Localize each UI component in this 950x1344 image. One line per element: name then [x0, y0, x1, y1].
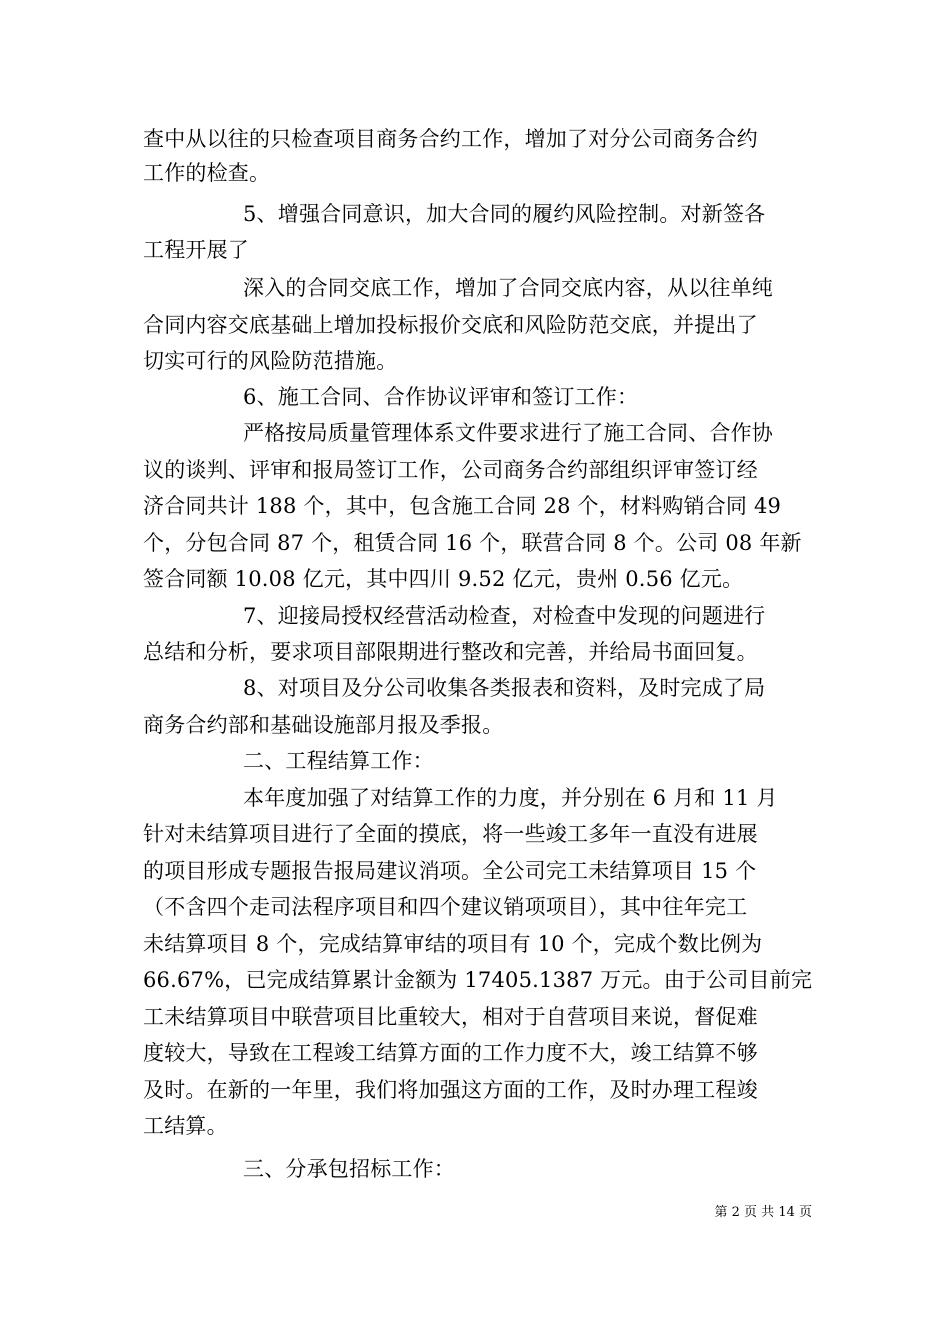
text-line: 商务合约部和基础设施部月报及季报。 — [143, 713, 504, 737]
text-line: 5、增强合同意识，加大合同的履约风险控制。对新签各 — [243, 202, 766, 226]
text-line: 议的谈判、评审和报局签订工作，公司商务合约部组织评审签订经 — [143, 458, 758, 482]
text-line: 查中从以往的只检查项目商务合约工作，增加了对分公司商务合约 — [143, 127, 758, 151]
section-heading: 三、分承包招标工作： — [243, 1157, 455, 1181]
text-line: 6、施工合同、合作协议评审和签订工作： — [243, 385, 639, 409]
text-line: 7、迎接局授权经营活动检查，对检查中发现的问题进行 — [243, 604, 766, 628]
text-line: 工作的检查。 — [143, 161, 271, 185]
text-line: 切实可行的风险防范措施。 — [143, 349, 398, 373]
text-line: 深入的合同交底工作，增加了合同交底内容，从以往单纯 — [243, 276, 773, 300]
text-line: 总结和分析，要求项目部限期进行整改和完善，并给局书面回复。 — [143, 640, 758, 664]
text-line: 工未结算项目中联营项目比重较大，相对于自营项目来说，督促难 — [143, 1005, 758, 1029]
section-heading: 二、工程结算工作： — [243, 749, 434, 773]
text-line: 未结算项目 8 个，完成结算审结的项目有 10 个，完成个数比例为 — [143, 932, 763, 956]
text-line: 济合同共计 188 个，其中，包含施工合同 28 个，材料购销合同 49 — [143, 494, 782, 518]
text-line: （不含四个走司法程序项目和四个建议销项项目），其中往年完工 — [143, 895, 748, 919]
page-number: 第 2 页 共 14 页 — [714, 1205, 812, 1220]
text-line: 及时。在新的一年里，我们将加强这方面的工作，及时办理工程竣 — [143, 1078, 758, 1102]
text-line: 的项目形成专题报告报局建议消项。全公司完工未结算项目 15 个 — [143, 859, 757, 883]
text-line: 度较大，导致在工程竣工结算方面的工作力度不大，竣工结算不够 — [143, 1041, 758, 1065]
text-line: 8、对项目及分公司收集各类报表和资料，及时完成了局 — [243, 676, 766, 700]
text-line: 工程开展了 — [143, 238, 249, 262]
text-line: 个，分包合同 87 个，租赁合同 16 个，联营合同 8 个。公司 08 年新 — [143, 531, 802, 555]
text-line: 合同内容交底基础上增加投标报价交底和风险防范交底，并提出了 — [143, 313, 758, 337]
text-line: 严格按局质量管理体系文件要求进行了施工合同、合作协 — [243, 421, 773, 445]
text-line: 针对未结算项目进行了全面的摸底，将一些竣工多年一直没有进展 — [143, 822, 758, 846]
text-line: 签合同额 10.08 亿元，其中四川 9.52 亿元，贵州 0.56 亿元。 — [143, 567, 744, 591]
text-line: 66.67%，已完成结算累计金额为 17405.1387 万元。由于公司目前完 — [143, 968, 813, 992]
text-line: 本年度加强了对结算工作的力度，并分别在 6 月和 11 月 — [243, 786, 778, 810]
text-line: 工结算。 — [143, 1114, 228, 1138]
